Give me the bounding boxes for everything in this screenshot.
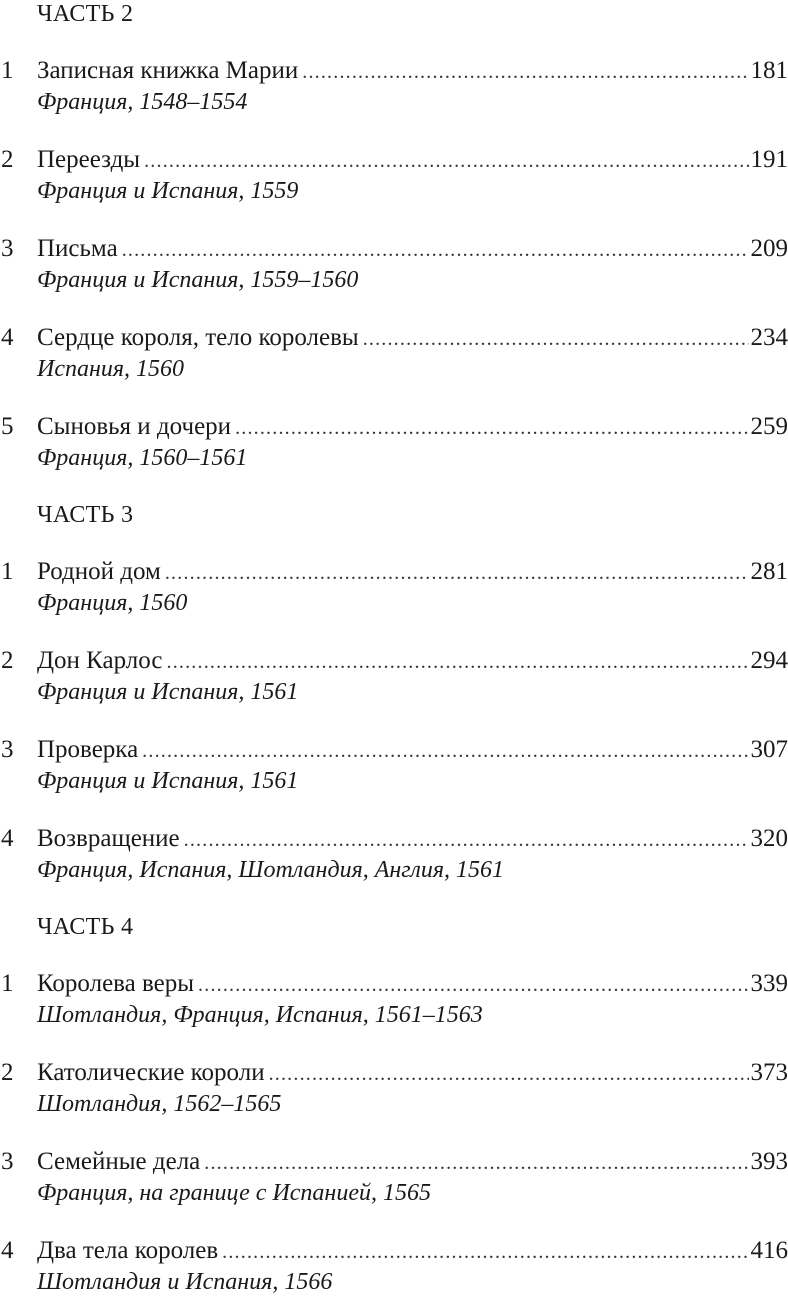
page-number: 281 <box>749 557 788 587</box>
dot-leader <box>142 736 748 766</box>
dot-leader <box>165 558 749 588</box>
toc-entry <box>0 1147 788 1208</box>
chapter-title: Дон Карлос <box>37 646 167 676</box>
chapter-place: Шотландия и Испания, 1566 <box>37 1267 788 1297</box>
chapter-number: 3 <box>0 234 37 264</box>
chapter-place: Шотландия, Франция, Испания, 1561–1563 <box>37 1000 788 1030</box>
chapter-number: 3 <box>0 735 37 765</box>
chapter-number: 2 <box>0 646 37 676</box>
chapter-title: Родной дом <box>37 557 165 587</box>
chapter-place: Франция и Испания, 1561 <box>37 677 788 707</box>
chapter-title: Записная книжка Марии <box>37 56 302 86</box>
chapter-title: Переезды <box>37 145 144 175</box>
dot-leader <box>363 324 749 354</box>
dot-leader <box>122 235 749 265</box>
chapter-title: Семейные дела <box>37 1147 204 1177</box>
toc-entry <box>0 735 788 796</box>
part-heading: ЧАСТЬ 2 <box>37 0 788 28</box>
chapter-number: 4 <box>0 323 37 353</box>
chapter-title: Сыновья и дочери <box>37 412 235 442</box>
page-number: 181 <box>749 56 788 86</box>
page-number: 307 <box>749 735 788 765</box>
dot-leader <box>167 647 749 677</box>
toc-entry <box>0 969 788 1030</box>
chapter-number: 3 <box>0 1147 37 1177</box>
chapter-number: 4 <box>0 824 37 854</box>
chapter-title: Письма <box>37 234 122 264</box>
part-heading: ЧАСТЬ 4 <box>37 913 788 941</box>
chapter-place: Шотландия, 1562–1565 <box>37 1089 788 1119</box>
chapter-title: Сердце короля, тело королевы <box>37 323 363 353</box>
toc-entry <box>0 412 788 473</box>
chapter-place: Франция, Испания, Шотландия, Англия, 1561 <box>37 855 788 885</box>
page-number: 209 <box>749 234 788 264</box>
page-number: 294 <box>749 646 788 676</box>
chapter-number: 1 <box>0 969 37 999</box>
dot-leader <box>184 825 749 855</box>
dot-leader <box>222 1237 748 1267</box>
chapter-number: 2 <box>0 1058 37 1088</box>
chapter-place: Франция, на границе с Испанией, 1565 <box>37 1178 788 1208</box>
chapter-place: Франция, 1548–1554 <box>37 87 788 117</box>
dot-leader <box>144 146 748 176</box>
chapter-title: Два тела королев <box>37 1236 222 1266</box>
chapter-place: Франция и Испания, 1561 <box>37 766 788 796</box>
toc-entry <box>0 323 788 384</box>
page-number: 191 <box>749 145 788 175</box>
toc-entry <box>0 557 788 618</box>
dot-leader <box>302 57 748 87</box>
chapter-number: 4 <box>0 1236 37 1266</box>
chapter-place: Франция и Испания, 1559 <box>37 176 788 206</box>
chapter-place: Испания, 1560 <box>37 354 788 384</box>
chapter-title: Возвращение <box>37 824 184 854</box>
dot-leader <box>204 1148 748 1178</box>
page-number: 373 <box>749 1058 788 1088</box>
toc-entry <box>0 234 788 295</box>
toc-entry <box>0 1058 788 1119</box>
toc-entry <box>0 145 788 206</box>
dot-leader <box>269 1059 749 1089</box>
part-heading: ЧАСТЬ 3 <box>37 501 788 529</box>
chapter-place: Франция и Испания, 1559–1560 <box>37 265 788 295</box>
chapter-title: Проверка <box>37 735 142 765</box>
chapter-number: 1 <box>0 56 37 86</box>
chapter-place: Франция, 1560–1561 <box>37 443 788 473</box>
page-number: 320 <box>749 824 788 854</box>
chapter-title: Королева веры <box>37 969 198 999</box>
dot-leader <box>235 413 748 443</box>
page-number: 416 <box>749 1236 788 1266</box>
chapter-number: 2 <box>0 145 37 175</box>
chapter-number: 5 <box>0 412 37 442</box>
page-number: 393 <box>749 1147 788 1177</box>
page-number: 259 <box>749 412 788 442</box>
toc-entry <box>0 56 788 117</box>
page-number: 234 <box>749 323 788 353</box>
page-number: 339 <box>749 969 788 999</box>
chapter-number: 1 <box>0 557 37 587</box>
toc-entry <box>0 824 788 885</box>
toc-entry <box>0 646 788 707</box>
chapter-place: Франция, 1560 <box>37 588 788 618</box>
chapter-title: Католические короли <box>37 1058 269 1088</box>
dot-leader <box>198 970 748 1000</box>
toc-entry <box>0 1236 788 1297</box>
